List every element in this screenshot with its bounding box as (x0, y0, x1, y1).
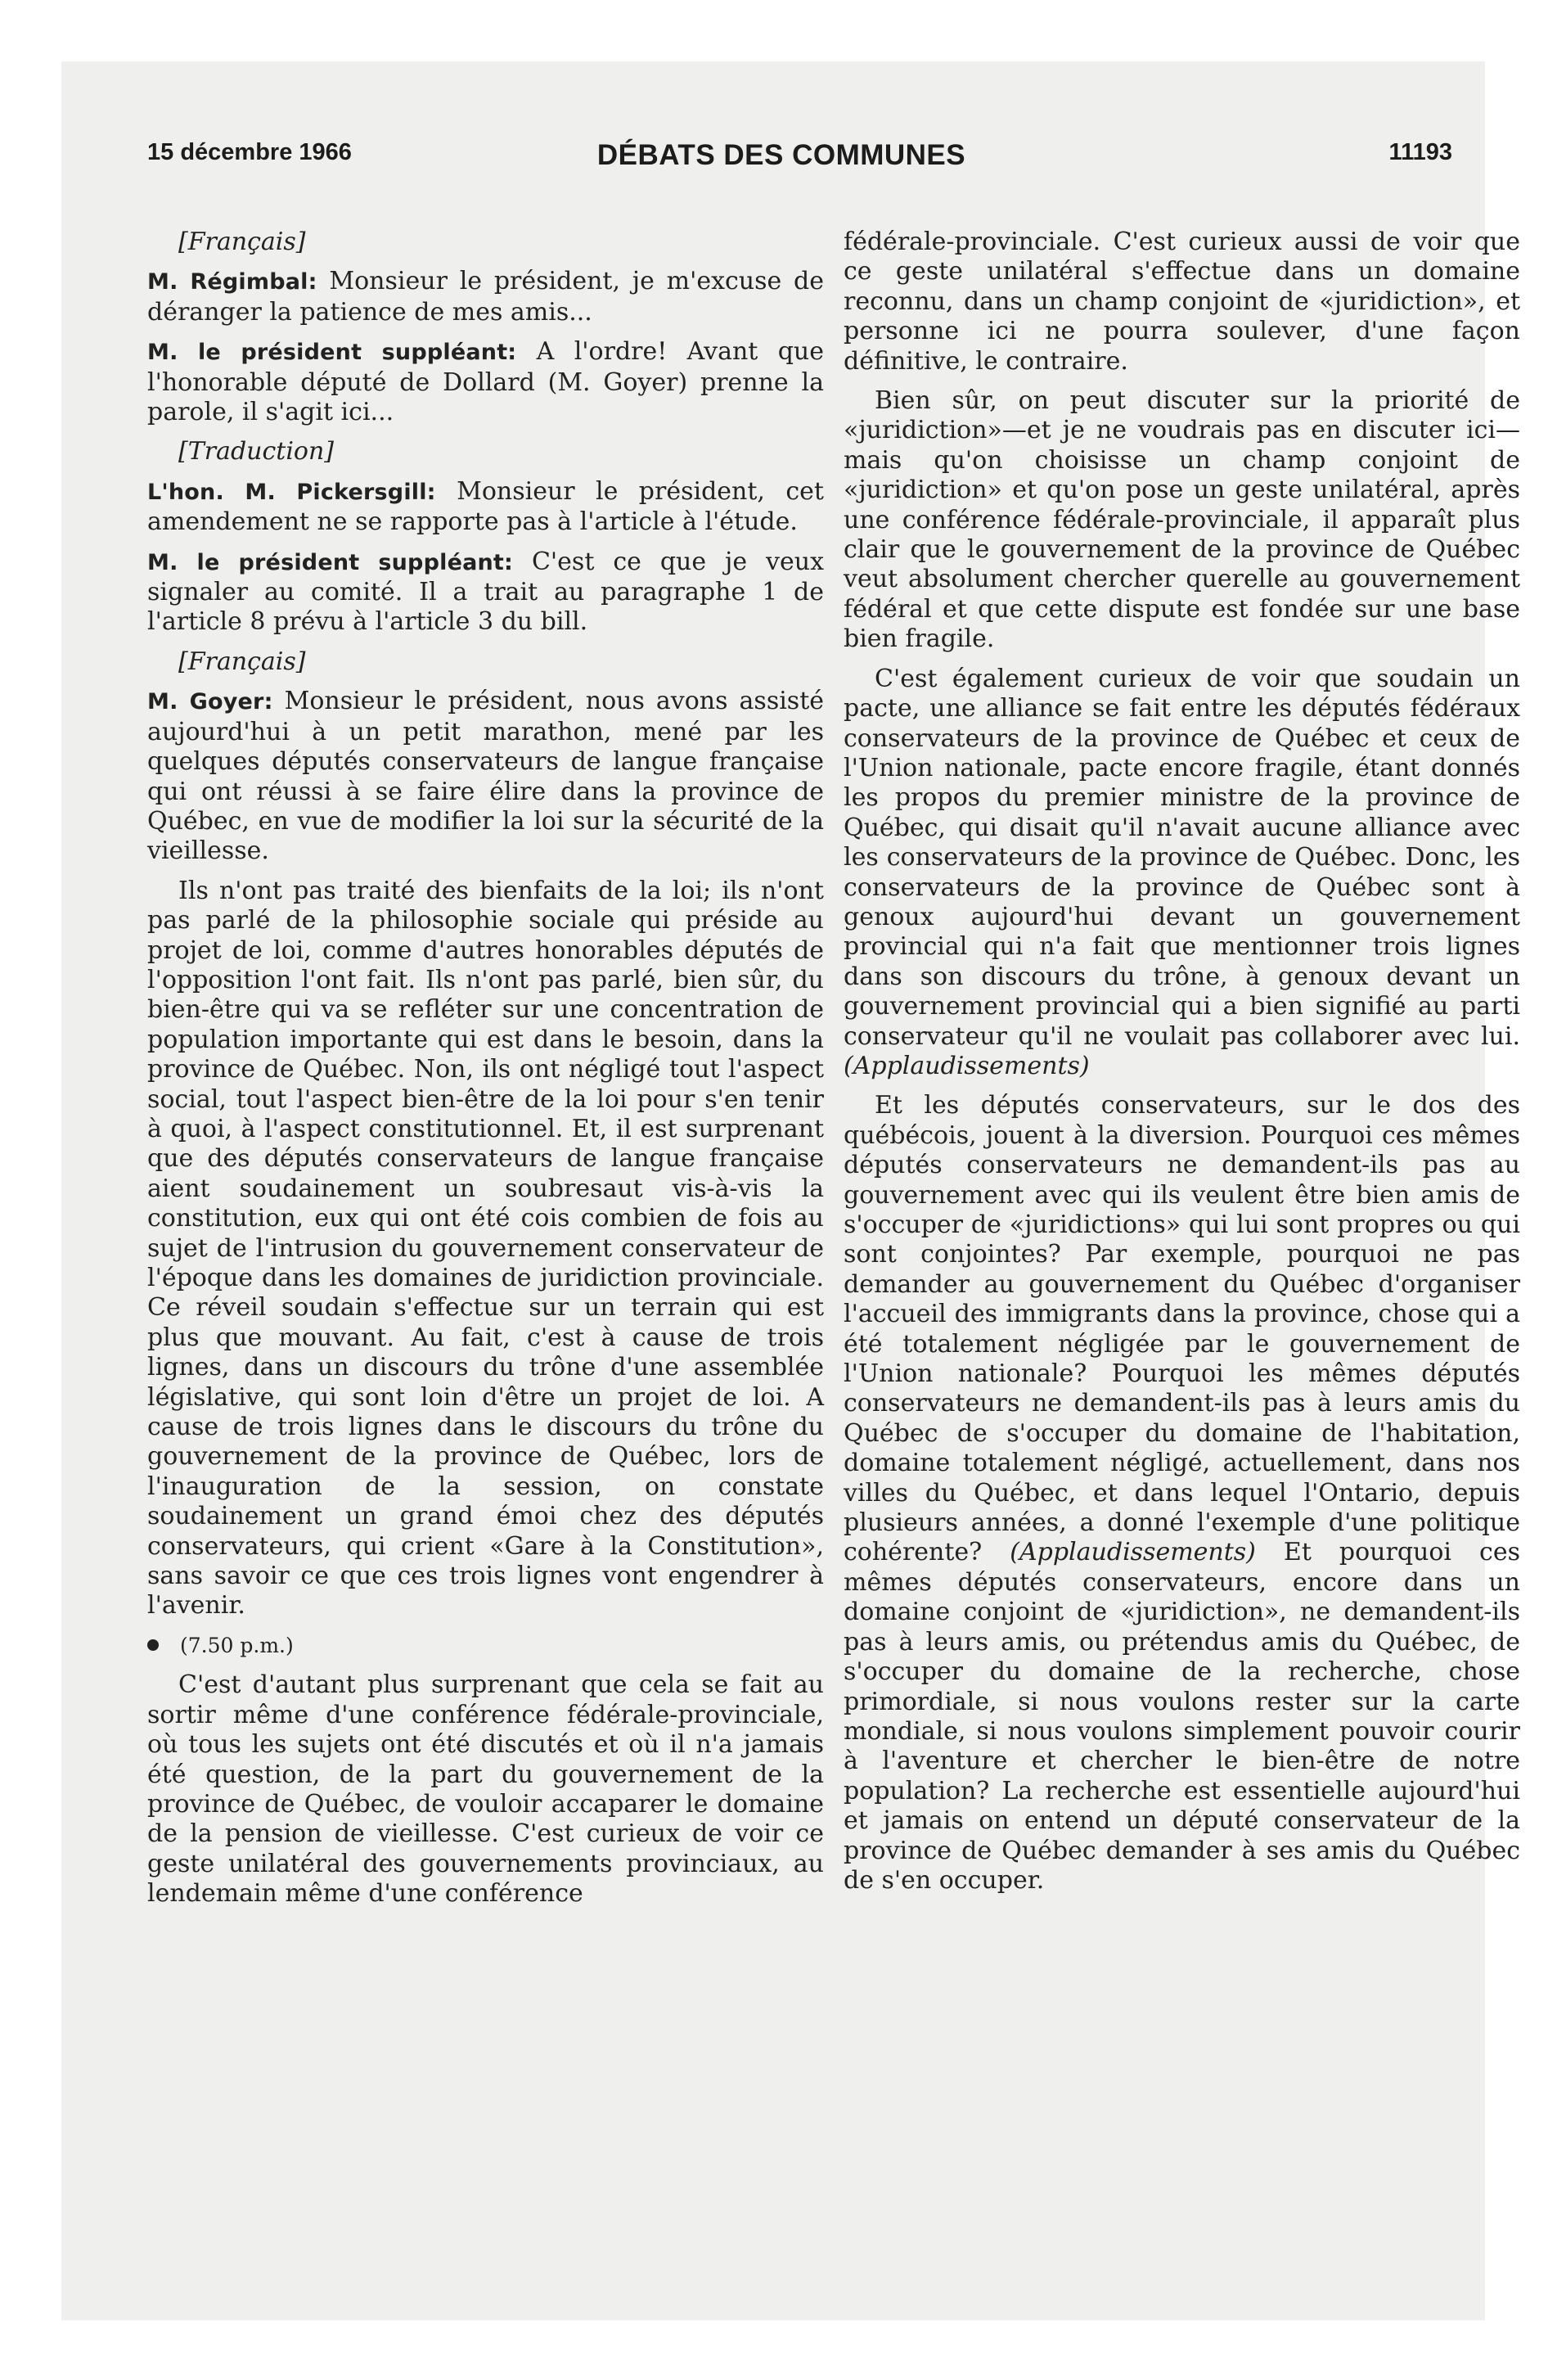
speech-text: C'est également curieux de voir que soudain un pacte, une alliance se fait entre les députés fédéraux conservateurs de la province de Québec et ceux de l'Union nationale, pacte encore fragile, étant donnés les propos du premier ministre de la province de Québec, qui disait qu'il n'avait aucune alliance avec les conservateurs de la province de Québec. Donc, les conservateurs de la province de Québec sont à genoux aujourd'hui devant un gouvernement provincial qui n'a fait que mentionner trois lignes dans son discours du trône, à genoux devant un gouvernement provincial qui a bien signifié au parti conservateur qu'il ne voulait pas collaborer avec lui. (844, 664, 1520, 1051)
language-tag: [Traduction] (178, 437, 335, 467)
speaker-name: L'hon. M. Pickersgill: (147, 479, 436, 505)
language-tag: [Français] (178, 228, 306, 256)
bullet-icon (147, 1639, 159, 1651)
paragraph (147, 267, 824, 327)
page-number: 11193 (1388, 139, 1452, 165)
speech-text: Monsieur le président, nous avons assisté aujourd'hui à un petit marathon, mené par les quelques députés conservateurs de langue française qui ont réussi à se faire élire dans la province de Québec, en vue de modifier la loi sur la sécurité de la vieillesse. (147, 687, 825, 866)
time-marker (147, 1631, 824, 1661)
header-date: 15 décembre 1966 (147, 139, 352, 165)
speech-text: Monsieur le président, cet amendement ne se rapporte pas à l'article à l'étude. (147, 476, 824, 537)
applause-note: (Applaudissements) (844, 1051, 1090, 1080)
speech-text: Et pourquoi ces mêmes députés conservateurs, encore dans un domaine conjoint de «juridiction», ne demandent-ils pas à leurs amis, ou prétendus amis du Québec, de s'occuper du domaine de la recherche, chose primordiale, si nous voulons rester sur la carte mondiale, si nous voulons simplement pouvoir courir à l'aventure et chercher le bien-être de notre population? La recherche est essentielle aujourd'hui et jamais on entend un député conservateur de la province de Québec demander à ses amis du Québec de s'en occuper. (844, 1538, 1520, 1895)
applause-note: (Applaudissements) (1010, 1538, 1256, 1567)
speech-text: Monsieur le président, je m'excuse de déranger la patience de mes amis... (147, 267, 825, 327)
speaker-name: M. Goyer: (147, 689, 273, 715)
paragraph (147, 477, 824, 538)
language-tag: [Français] (178, 647, 306, 676)
paragraph (844, 665, 1520, 1082)
paragraph: Ils n'ont pas traité des bienfaits de la loi; ils n'ont pas parlé de la philosophie sociale qui préside au projet de loi, comme d'autres honorables députés de l'opposition l'ont fait. Ils n'ont pas parlé, bien sûr, du bien-être qui va se refléter sur une concentration de population importante qui est dans le besoin, dans la province de Québec. Non, ils ont négligé tout l'aspect social, tout l'aspect bien-être de la loi pour s'en tenir à quoi, à l'aspect constitutionnel. Et, il est surprenant que des députés conservateurs de langue française aient soudainement un soubresaut vis-à-vis la constitution, eux qui ont été cois combien de fois au sujet de l'intrusion du gouvernement conservateur de l'époque dans les domaines de juridiction provinciale. Ce réveil soudain s'effectue sur un terrain qui est plus que mouvant. Au fait, c'est à cause de trois lignes, dans un discours du trône d'une assemblée législative, qui sont loin d'être un projet de loi. A cause de trois lignes dans le discours du trône du gouvernement de la province de Québec, lors de l'inauguration de la session, on constate soudainement un grand émoi chez des députés conservateurs, qui crient «Gare à la Constitution», sans savoir ce que ces trois lignes vont engendrer à l'avenir. (147, 876, 824, 1620)
speaker-name: M. Régimbal: (147, 269, 317, 295)
paragraph (147, 548, 824, 638)
paragraph: C'est d'autant plus surprenant que cela se fait au sortir même d'une conférence fédérale-provinciale, où tous les sujets ont été discutés et où il n'a jamais été question, de la part du gouvernement de la province de Québec, de vouloir accaparer le domaine de la pension de vieillesse. C'est curieux de voir ce geste unilatéral des gouvernements provinciaux, au lendemain même d'une conférence (147, 1670, 824, 1909)
paragraph (147, 687, 824, 866)
paragraph: Bien sûr, on peut discuter sur la priorité de «juridiction»—et je ne voudrais pas en discuter ici—mais qu'on choisisse un champ conjoint de «juridiction» et qu'on pose un geste unilatéral, après une conférence fédérale-provinciale, il apparaît plus clair que le gouvernement de la province de Québec veut absolument chercher querelle au gouvernement fédéral et que cette dispute est fondée sur une base bien fragile. (844, 386, 1520, 654)
paragraph (147, 337, 824, 427)
speaker-name: M. le président suppléant: (147, 549, 514, 575)
speech-text: A l'ordre! Avant que l'honorable député de Dollard (M. Goyer) prenne la parole, il s'agit ici... (147, 337, 824, 427)
speech-text: Et les députés conservateurs, sur le dos des québécois, jouent à la diversion. Pourquoi ces mêmes députés conservateurs ne demandent-ils pas au gouvernement avec qui ils veulent être bien amis de s'occuper de «juridictions» qui lui sont propres ou qui sont conjointes? Par exemple, pourquoi ne pas demander au gouvernement du Québec d'organiser l'accueil des immigrants dans la province, chose qui a été totalement négligée par le gouvernement de l'Union nationale? Pourquoi les mêmes députés conservateurs ne demandent-ils pas à leurs amis du Québec de s'occuper du domaine de l'habitation, domaine totalement négligé, actuellement, dans nos villes du Québec, et dans lequel l'Ontario, depuis plusieurs années, a donné l'exemple d'une politique cohérente? (844, 1091, 1520, 1567)
speaker-name: M. le président suppléant: (147, 340, 517, 366)
document-page (61, 61, 1520, 2320)
header-title: DÉBATS DES COMMUNES (596, 139, 966, 171)
speech-text: C'est ce que je veux signaler au comité. Il a trait au paragraphe 1 de l'article 8 prévu à l'article 3 du bill. (147, 547, 824, 637)
time-text: (7.50 p.m.) (180, 1633, 294, 1657)
paragraph: fédérale-provinciale. C'est curieux aussi de voir que ce geste unilatéral s'effectue dans un domaine reconnu, dans un champ conjoint de «juridiction», et personne ici ne pourra soulever, d'une façon définitive, le contraire. (844, 228, 1520, 376)
right-column (844, 228, 1520, 1905)
left-column (147, 228, 824, 1919)
paragraph (844, 1091, 1520, 1895)
running-header (110, 139, 1452, 188)
